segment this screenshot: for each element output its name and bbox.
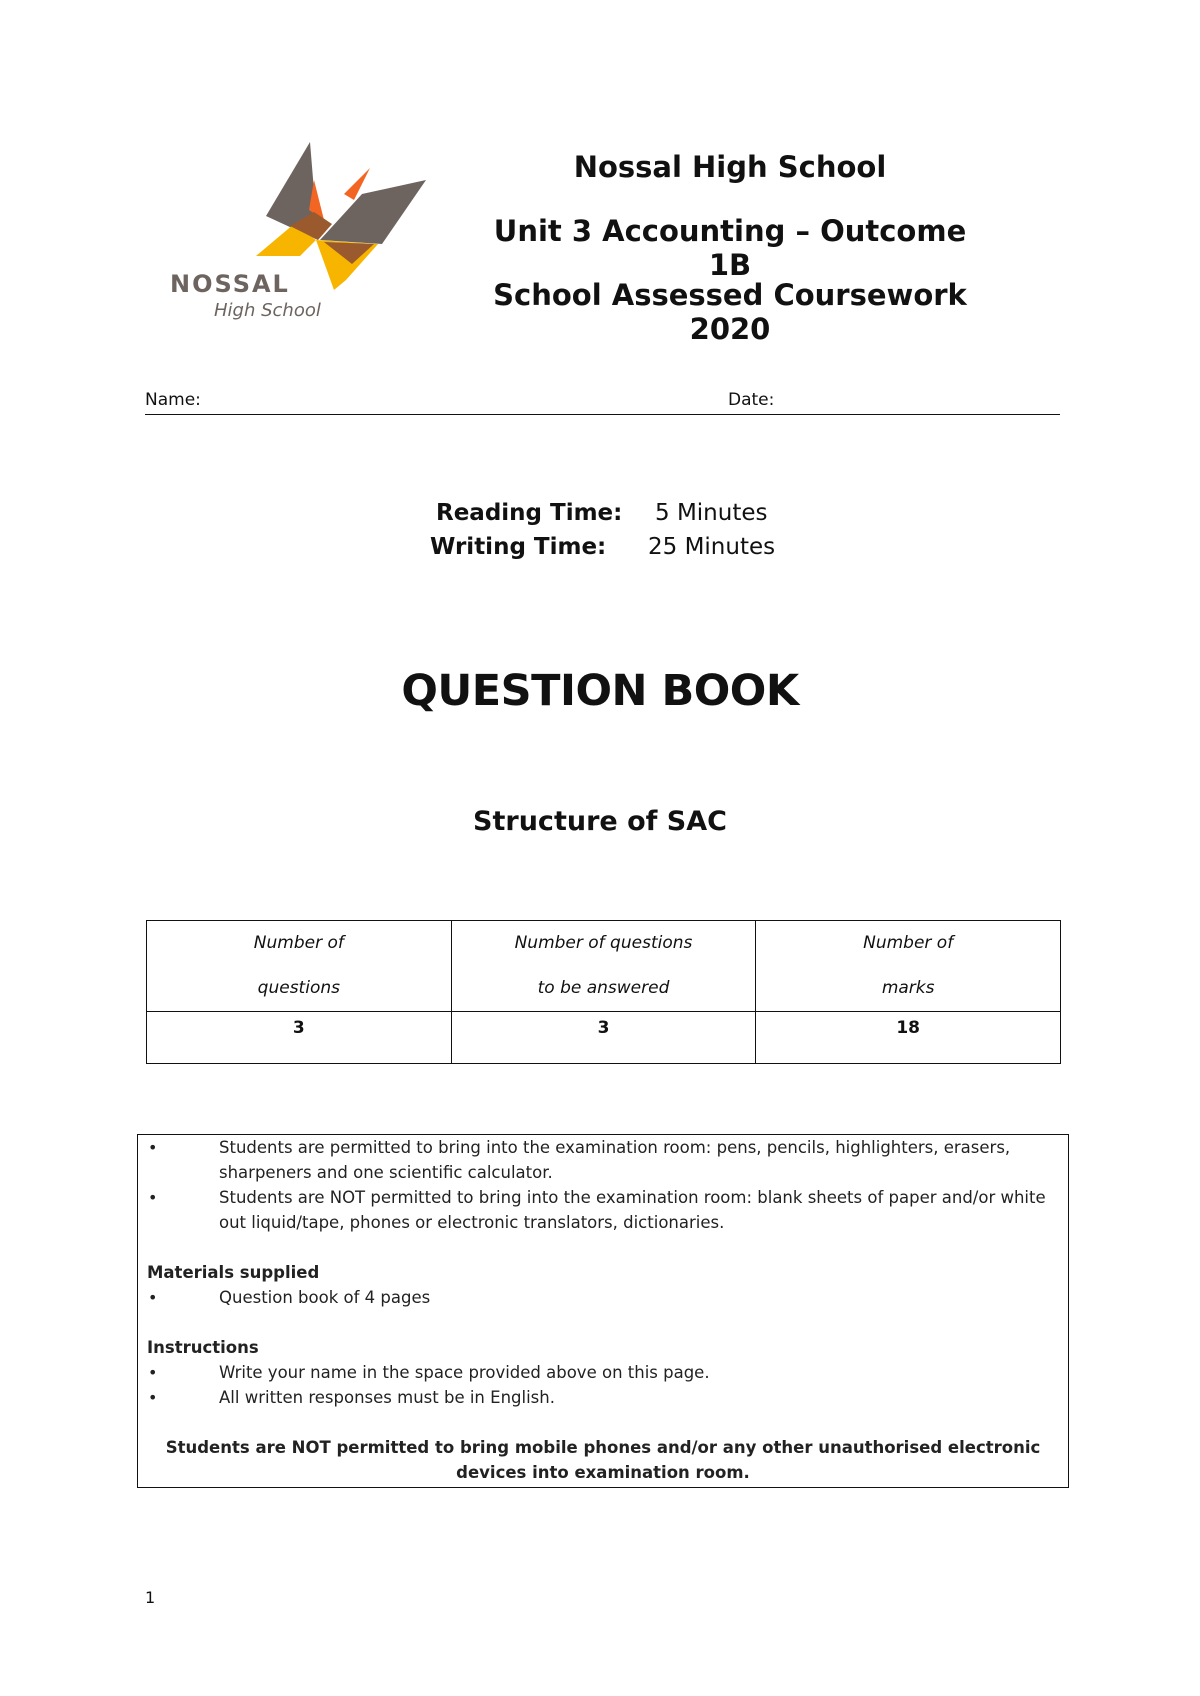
bullet-icon: • [148, 1288, 158, 1307]
header-line: Number of questions [514, 933, 693, 953]
list-item [138, 1285, 1068, 1310]
permitted-text: Students are permitted to bring into the examination room: pens, pencils, highlighters, erasers, sharpeners and one scientific calculator. [219, 1138, 1011, 1182]
value-marks: 18 [756, 1012, 1061, 1064]
header-number-of-marks [756, 921, 1061, 1012]
school-logo [164, 140, 434, 330]
reading-time-value: 5 Minutes [655, 500, 768, 526]
name-date-line [145, 386, 1060, 415]
not-permitted-text: Students are NOT permitted to bring into the examination room: blank sheets of paper and/or white out liquid/tape, phones or electronic translators, dictionaries. [219, 1188, 1046, 1232]
closing-notice: Students are NOT permitted to bring mobile phones and/or any other unauthorised electronic devices into examination room. [165, 1438, 1041, 1482]
instruction-text: Write your name in the space provided above on this page. [219, 1363, 710, 1382]
table-row [147, 1012, 1061, 1064]
structure-table [146, 920, 1061, 1064]
page-number: 1 [145, 1588, 156, 1607]
header-line: questions [257, 978, 340, 998]
unit-title: Unit 3 Accounting – Outcome 1B [493, 214, 967, 282]
logo-wordmark: NOSSAL [170, 270, 290, 298]
school-name: Nossal High School [573, 150, 887, 184]
header-line: Number of [863, 933, 954, 953]
instructions-box [137, 1134, 1069, 1488]
bullet-icon: • [148, 1188, 158, 1207]
materials-heading: Materials supplied [147, 1263, 320, 1282]
reading-time-label: Reading Time: [436, 500, 623, 526]
instruction-text: All written responses must be in English. [219, 1388, 555, 1407]
bullet-icon: • [148, 1363, 158, 1382]
name-label: Name: [145, 390, 201, 410]
writing-time-value: 25 Minutes [648, 534, 776, 560]
question-book-title: QUESTION BOOK [401, 666, 799, 716]
list-item [138, 1360, 1068, 1385]
header-questions-to-answer [451, 921, 756, 1012]
list-item [138, 1185, 1068, 1235]
structure-title: Structure of SAC [473, 806, 727, 837]
logo-subtitle: High School [214, 300, 321, 321]
instructions-heading: Instructions [147, 1338, 259, 1357]
header-line: Number of [253, 933, 344, 953]
list-item [138, 1385, 1068, 1410]
sac-title: School Assessed Coursework 2020 [493, 278, 967, 346]
header-number-of-questions [147, 921, 452, 1012]
bullet-icon: • [148, 1388, 158, 1407]
writing-time-label: Writing Time: [430, 534, 607, 560]
value-questions: 3 [147, 1012, 452, 1064]
table-header-row [147, 921, 1061, 1012]
header-line: marks [881, 978, 935, 998]
header-line: to be answered [537, 978, 670, 998]
date-label: Date: [728, 390, 775, 410]
bullet-icon: • [148, 1138, 158, 1157]
list-item [138, 1135, 1068, 1185]
value-questions-answered: 3 [451, 1012, 756, 1064]
materials-text: Question book of 4 pages [219, 1288, 431, 1307]
